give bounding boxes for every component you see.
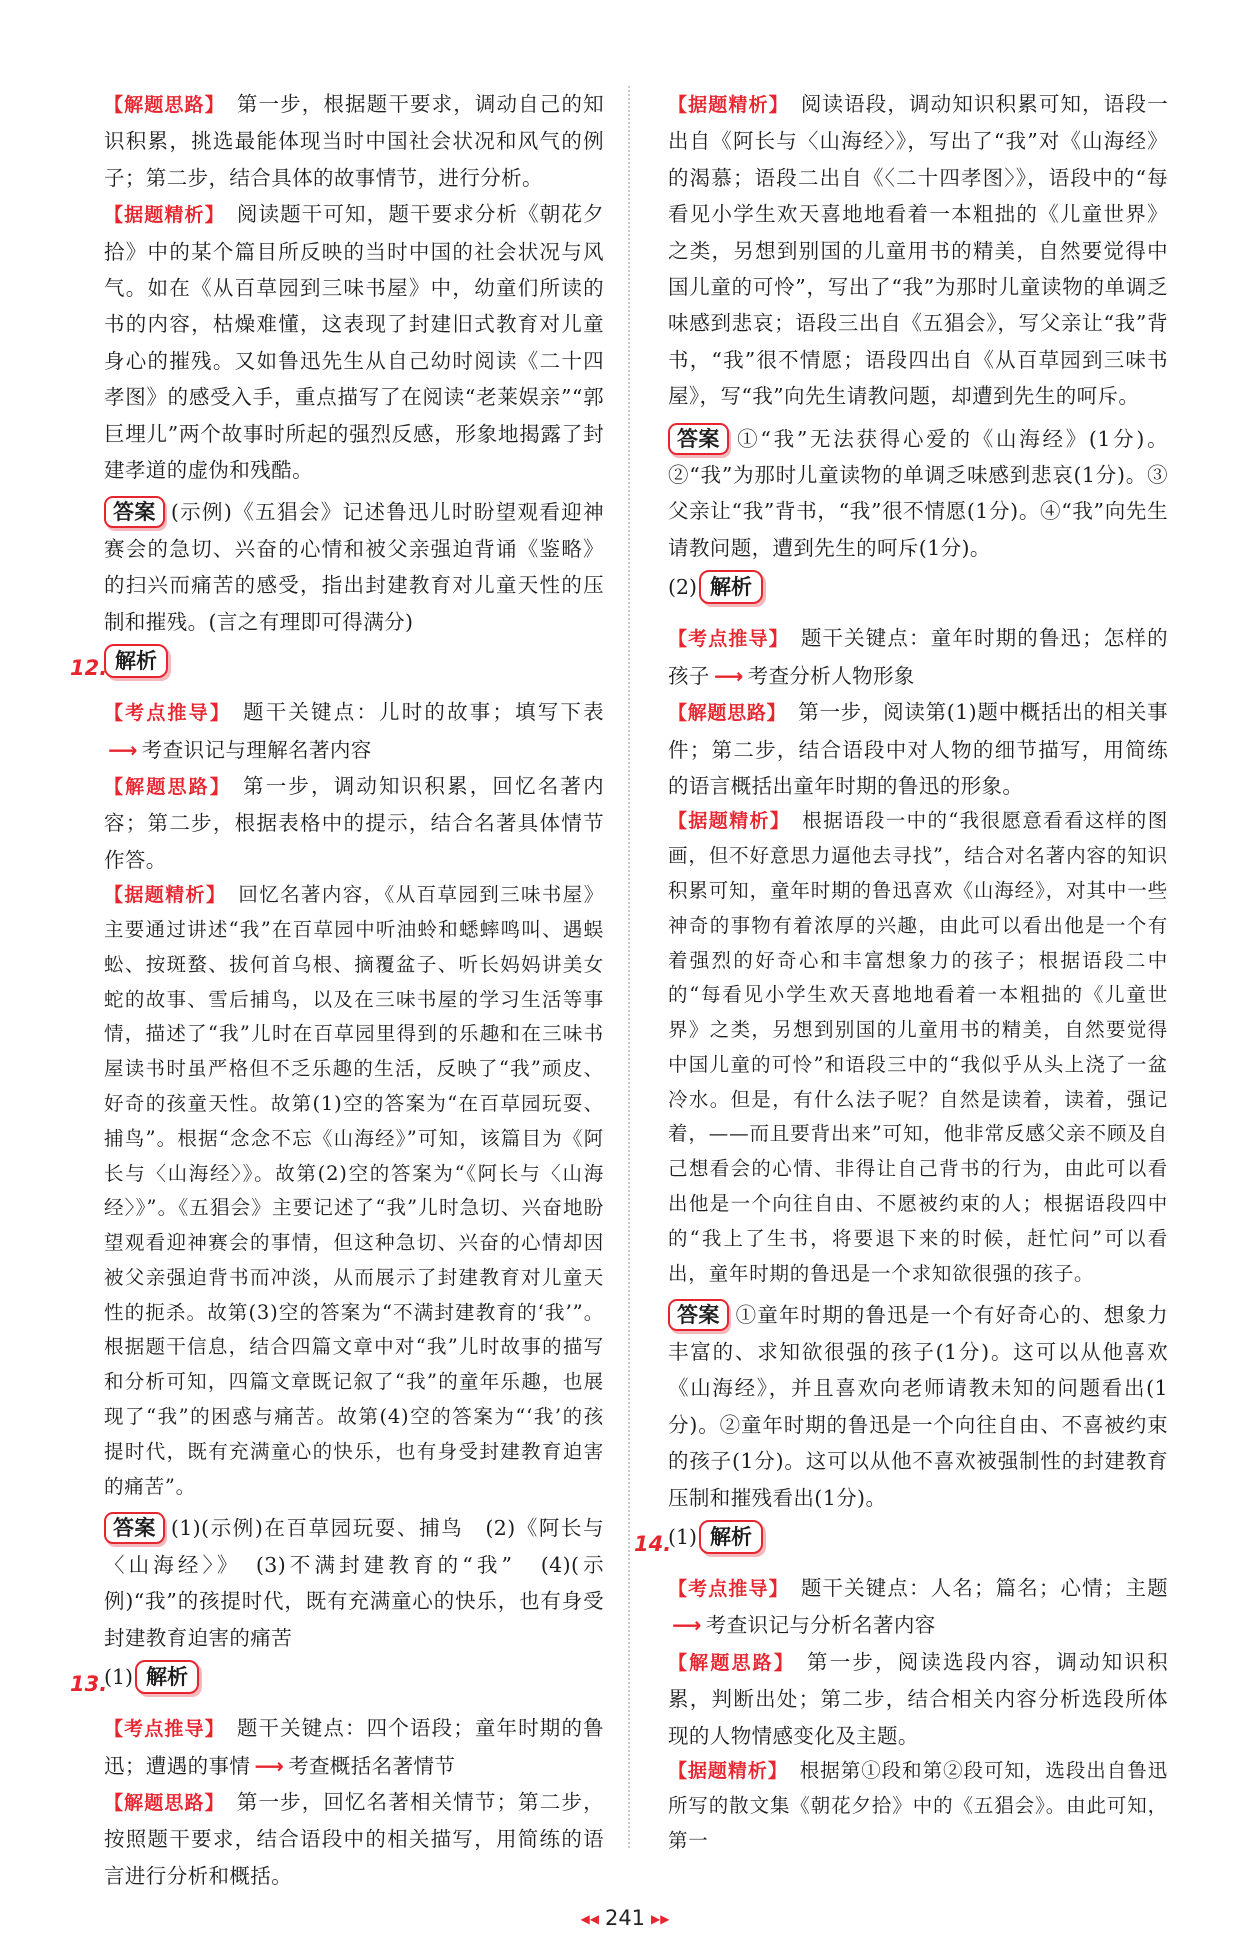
question-number-12: 12. (70, 656, 108, 681)
q13-kaodian-result: 考查概括名著情节 (288, 1753, 456, 1778)
q14-header (634, 1520, 1168, 1568)
left-silu-block (104, 86, 604, 196)
right-answer-1 (668, 421, 1168, 567)
question-number-13: 13. (70, 1672, 108, 1697)
q13-2-kaodian-text: 题干关键点：童年时期的鲁迅；怎样的孩子 (668, 626, 1168, 688)
right-column (634, 86, 1168, 1858)
answer-badge: 答案 (668, 423, 729, 455)
answer-badge: 答案 (668, 1299, 729, 1331)
left-answer-1 (104, 494, 604, 640)
answer-badge: 答案 (104, 1512, 165, 1544)
sub-question-number: (1) (668, 1524, 698, 1549)
left-jingxi-block (104, 196, 604, 488)
q13-2-jingxi-text: 根据语段一中的“我很愿意看看这样的图画，但不好意思力逼他去寻找”，结合对名著内容的知识积累可知，童年时期的鲁迅喜欢《山海经》，对其中一些神奇的事物有着浓厚的兴趣，由此可以看出他是一个有着强烈的好奇心和丰富想象力的孩子；根据语段二中的“每看见小学生欢天喜地地看着一本粗拙的《儿童世界》之类，另想到别国的儿童用书的精美，自然要觉得中国儿童的可怜”和语段三中的“我似乎从头上浇了一盆冷水。但是，有什么法子呢？自然是读着，读着，强记着，——而且要背出来”可知，他非常反感父亲不顾及自己想看会的心情、非得让自己背书的行为，由此可以看出他是一个向往自由、不愿被约束的人；根据语段四中的“我上了生书，将要退下来的时候，赶忙问”可以看出，童年时期的鲁迅是一个求知欲很强的孩子。 (668, 809, 1168, 1285)
q12-kaodian-text: 题干关键点：儿时的故事；填写下表 (243, 700, 604, 725)
sub-question-number: (1) (104, 1665, 134, 1690)
label-juti-jingxi: 【据题精析】 (668, 810, 791, 833)
q14-jingxi (668, 1754, 1168, 1858)
label-juti-jingxi: 【据题精析】 (668, 94, 789, 116)
question-number-14: 14. (634, 1531, 672, 1556)
q12-header (70, 644, 604, 692)
q13-kaodian-text: 题干关键点：四个语段；童年时期的鲁迅；遭遇的事情 (104, 1716, 604, 1778)
arrow-icon: ⟶ (108, 737, 138, 762)
page-number (0, 1906, 1250, 1930)
q13-header (70, 1660, 604, 1708)
label-kaodian: 【考点推导】 (668, 1577, 789, 1600)
q12-answer (104, 1510, 604, 1656)
answer-1-text: (示例)《五猖会》记述鲁迅儿时盼望观看迎神赛会的急切、兴奋的心情和被父亲强迫背诵《鉴略》的扫兴而痛苦的感受，指出封建教育对儿童天性的压制和摧残。(言之有理即可得满分) (104, 500, 604, 634)
column-divider (628, 86, 630, 1848)
q13-2-answer (668, 1297, 1168, 1515)
label-kaodian: 【考点推导】 (104, 1718, 225, 1741)
q14-kaodian-result: 考查识记与分析名著内容 (705, 1613, 936, 1638)
jiexi-badge: 解析 (699, 1520, 763, 1554)
right-jingxi-1 (668, 86, 1168, 415)
q13-2-jingxi (668, 804, 1168, 1291)
label-kaodian: 【考点推导】 (104, 702, 232, 725)
arrow-icon: ⟶ (254, 1753, 285, 1778)
label-jieti-silu: 【解题思路】 (104, 1791, 225, 1814)
label-jieti-silu: 【解题思路】 (104, 775, 232, 798)
left-jingxi-text: 阅读题干可知，题干要求分析《朝花夕拾》中的某个篇目所反映的当时中国的社会状况与风气。如在《从百草园到三味书屋》中，幼童们所读的书的内容，枯燥难懂，这表现了封建旧式教育对儿童身心的摧残。又如鲁迅先生从自己幼时阅读《二十四孝图》的感受入手，重点描写了在阅读“老莱娱亲”“郭巨埋儿”两个故事时所起的强烈反感，形象地揭露了封建孝道的虚伪和残酷。 (104, 202, 604, 483)
label-kaodian: 【考点推导】 (668, 628, 789, 651)
q13-silu-text: 第一步，回忆名著相关情节；第二步，按照题干要求，结合语段中的相关描写，用简练的语言进行分析和概括。 (104, 1789, 604, 1888)
sub-question-number: (2) (668, 575, 698, 600)
q13-2-kaodian (668, 620, 1168, 694)
page-number-text: 241 (604, 1906, 646, 1930)
left-column (70, 86, 604, 1894)
arrow-icon: ⟶ (713, 663, 744, 688)
q13-2-silu (668, 694, 1168, 804)
q13-2-header (668, 570, 1168, 618)
q14-kaodian (668, 1570, 1168, 1644)
q12-jingxi-text: 回忆名著内容，《从百草园到三味书屋》主要通过讲述“我”在百草园中听油蛉和蟋蟀鸣叫、遇蜈蚣、按斑蝥、拔何首乌根、摘覆盆子、听长妈妈讲美女蛇的故事、雪后捕鸟，以及在三味书屋的学习生活等事情，描述了“我”儿时在百草园里得到的乐趣和在三味书屋读书时虽严格但不乏乐趣的生活，反映了“我”顽皮、好奇的孩童天性。故第(1)空的答案为“在百草园玩耍、捕鸟”。根据“念念不忘《山海经》”可知，该篇目为《阿长与〈山海经〉》。故第(2)空的答案为“《阿长与〈山海经〉》”。《五猖会》主要记述了“我”儿时急切、兴奋地盼望观看迎神赛会的事情，但这种急切、兴奋的心情却因被父亲强迫背书而冲淡，从而展示了封建教育对儿童天性的扼杀。故第(3)空的答案为“不满封建教育的‘我’”。根据题干信息，结合四篇文章中对“我”儿时故事的描写和分析可知，四篇文章既记叙了“我”的童年乐趣，也展现了“我”的困惑与痛苦。故第(4)空的答案为“‘我’的孩提时代，既有充满童心的快乐，也有身受封建教育迫害的痛苦”。 (104, 883, 604, 1498)
label-jieti-silu: 【解题思路】 (668, 1651, 796, 1674)
q14-silu-text: 第一步，阅读选段内容，调动知识积累，判断出处；第二步，结合相关内容分析选段所体现的人物情感变化及主题。 (668, 1649, 1168, 1748)
q13-silu (104, 1784, 604, 1894)
label-juti-jingxi: 【据题精析】 (104, 884, 227, 907)
label-jieti-silu: 【解题思路】 (104, 94, 225, 116)
jiexi-badge: 解析 (699, 570, 763, 604)
q14-silu (668, 1644, 1168, 1754)
q13-2-silu-text: 第一步，阅读第(1)题中概括出的相关事件；第二步，结合语段中对人物的细节描写，用简练的语言概括出童年时期的鲁迅的形象。 (668, 700, 1168, 798)
q12-answer-text: (1)(示例)在百草园玩耍、捕鸟 (2)《阿长与〈山海经〉》 (3)不满封建教育的“我” (4)(示例)“我”的孩提时代，既有充满童心的快乐，也有身受封建教育迫害的痛苦 (104, 1516, 604, 1650)
q14-jingxi-text: 根据第①段和第②段可知，选段出自鲁迅所写的散文集《朝花夕拾》中的《五猖会》。由此可知，第一 (668, 1758, 1168, 1852)
label-juti-jingxi: 【据题精析】 (104, 204, 225, 227)
triangle-right-icon: ▶▶ (651, 1912, 670, 1926)
right-jingxi-1-text: 阅读语段，调动知识积累可知，语段一出自《阿长与〈山海经〉》，写出了“我”对《山海经》的渴慕；语段二出自《〈二十四孝图〉》，语段中的“每看见小学生欢天喜地地看着一本粗拙的《儿童世界》之类，另想到别国的儿童用书的精美，自然要觉得中国儿童的可怜”，写出了“我”为那时儿童读物的单调乏味感到悲哀；语段三出自《五猖会》，写父亲让“我”背书，“我”很不情愿；语段四出自《从百草园到三味书屋》，写“我”向先生请教问题，却遭到先生的呵斥。 (668, 92, 1168, 409)
label-jieti-silu: 【解题思路】 (668, 702, 787, 725)
jiexi-badge: 解析 (135, 1660, 199, 1694)
q13-kaodian (104, 1710, 604, 1784)
jiexi-badge: 解析 (104, 644, 168, 678)
q12-jingxi (104, 878, 604, 1504)
answer-badge: 答案 (104, 496, 165, 528)
left-silu-text: 第一步，根据题干要求，调动自己的知识积累，挑选最能体现当时中国社会状况和风气的例子；第二步，结合具体的故事情节，进行分析。 (104, 92, 604, 190)
right-answer-1-text: ①“我”无法获得心爱的《山海经》(1分)。②“我”为那时儿童读物的单调乏味感到悲哀(1分)。③父亲让“我”背书，“我”很不情愿(1分)。④“我”向先生请教问题，遭到先生的呵斥(1分)。 (668, 426, 1168, 560)
q13-2-kaodian-result: 考查分析人物形象 (747, 663, 915, 688)
q12-kaodian-result: 考查识记与理解名著内容 (141, 737, 372, 762)
arrow-icon: ⟶ (672, 1613, 702, 1638)
triangle-left-icon: ◀◀ (580, 1912, 599, 1926)
q14-kaodian-text: 题干关键点：人名；篇名；心情；主题 (800, 1575, 1168, 1600)
label-juti-jingxi: 【据题精析】 (668, 1759, 788, 1782)
q12-silu-text: 第一步，调动知识积累，回忆名著内容；第二步，根据表格中的提示，结合名著具体情节作答。 (104, 773, 604, 872)
q13-2-answer-text: ①童年时期的鲁迅是一个有好奇心的、想象力丰富的、求知欲很强的孩子(1分)。这可以从他喜欢《山海经》，并且喜欢向老师请教未知的问题看出(1分)。②童年时期的鲁迅是一个向往自由、不喜被约束的孩子(1分)。这可以从他不喜欢被强制性的封建教育压制和摧残看出(1分)。 (668, 1303, 1168, 1510)
q12-kaodian (104, 694, 604, 768)
q12-silu (104, 768, 604, 878)
